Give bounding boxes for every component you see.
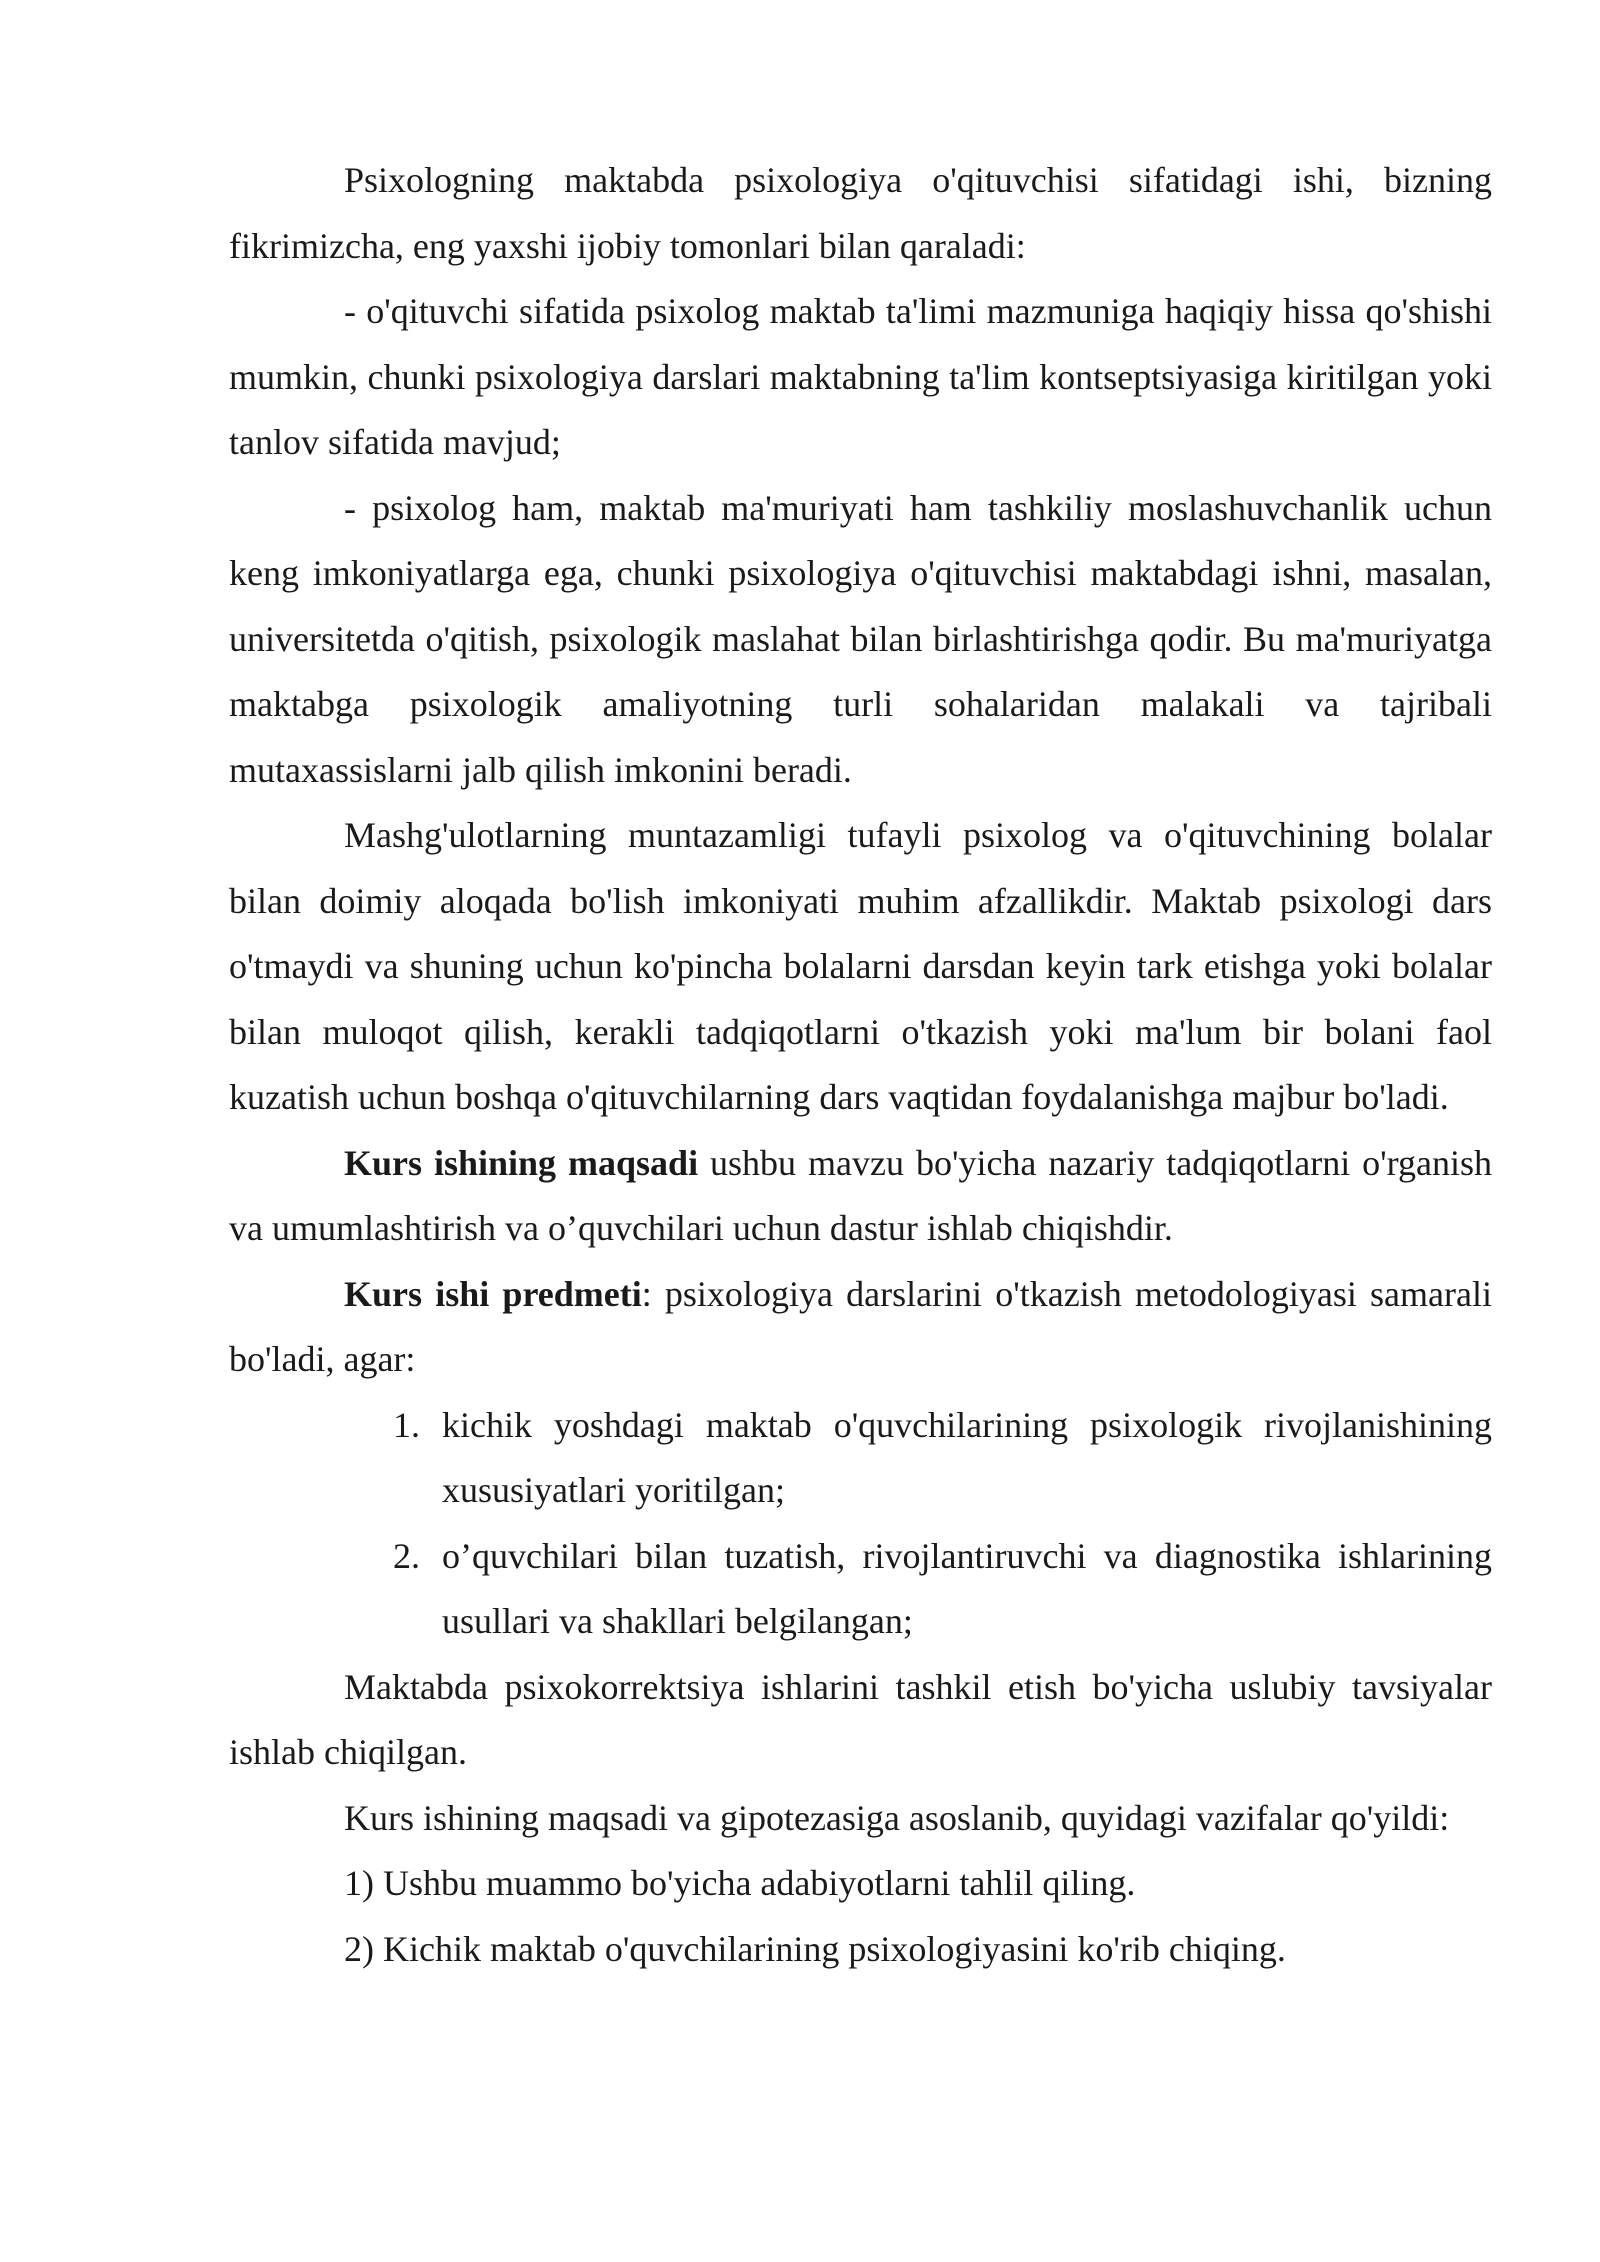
- task-item: 2) Kichik maktab o'quvchilarining psixologiyasini ko'rib chiqing.: [344, 1928, 1286, 1969]
- paragraph-recommendations: Maktabda psixokorrektsiya ishlarini tashkil etish bo'yicha uslubiy tavsiyalar ishlab chiqilgan.: [229, 1666, 1492, 1772]
- list-item: [393, 1524, 1492, 1655]
- paragraph-tasks-intro: Kurs ishining maqsadi va gipotezasiga asoslanib, quyidagi vazifalar qo'yildi:: [344, 1797, 1450, 1838]
- hypothesis-list: [229, 1393, 1492, 1655]
- goal-text: ushbu mavzu bo'yicha nazariy tadqiqotlarni o'rganish va umumlashtirish va o’quvchilari uchun dastur ishlab chiqishdir.: [229, 1142, 1492, 1248]
- paragraph-intro: Psixologning maktabda psixologiya o'qituvchisi sifatidagi ishi, bizning fikrimizcha, eng yaxshi ijobiy tomonlari bilan qaraladi:: [229, 160, 1492, 266]
- list-item-text: o’quvchilari bilan tuzatish, rivojlantiruvchi va diagnostika ishlarining usullari va shakllari belgilangan;: [442, 1535, 1492, 1641]
- paragraph-goal: [229, 1131, 1492, 1262]
- paragraph-regular-contact: Mashg'ulotlarning muntazamligi tufayli psixolog va o'qituvchining bolalar bilan doimiy aloqada bo'lish imkoniyati muhim afzallikdir. Maktab psixologi dars o'tmaydi va shuning uchun ko'pincha bolalarni darsdan keyin tark etishga yoki bolalar bilan muloqot qilish, kerakli tadqiqotlarni o'tkazish yoki ma'lum bir bolani faol kuzatish uchun boshqa o'qituvchilarning dars vaqtidan foydalanishga majbur bo'ladi.: [229, 815, 1492, 1117]
- subject-heading: Kurs ishi predmeti: [344, 1273, 642, 1314]
- paragraph-teacher-contribution: - o'qituvchi sifatida psixolog maktab ta'limi mazmuniga haqiqiy hissa qo'shishi mumkin, chunki psixologiya darslari maktabning ta'lim kontseptsiyasiga kiritilgan yoki tanlov sifatida mavjud;: [229, 291, 1492, 462]
- goal-heading: Kurs ishining maqsadi: [344, 1142, 699, 1183]
- list-item: [393, 1393, 1492, 1524]
- list-item-number: 1.: [393, 1404, 420, 1445]
- list-item-number: 2.: [393, 1535, 420, 1576]
- list-item-text: kichik yoshdagi maktab o'quvchilarining psixologik rivojlanishining xususiyatlari yoritilgan;: [442, 1404, 1492, 1510]
- subject-text: : psixologiya darslarini o'tkazish metodologiyasi samarali bo'ladi, agar:: [229, 1273, 1492, 1379]
- task-item: 1) Ushbu muammo bo'yicha adabiyotlarni tahlil qiling.: [344, 1863, 1136, 1903]
- paragraph-flexibility: - psixolog ham, maktab ma'muriyati ham tashkiliy moslashuvchanlik uchun keng imkoniyatlarga ega, chunki psixologiya o'qituvchisi maktabdagi ishni, masalan, universitetda o'qitish, psixologik maslahat bilan birlashtirishga qodir. Bu ma'muriyatga maktabga psixologik amaliyotning turli sohalaridan malakali va tajribali mutaxassislarni jalb qilish imkonini beradi.: [229, 487, 1492, 790]
- document-page: [229, 148, 1492, 1982]
- paragraph-subject: [229, 1262, 1492, 1393]
